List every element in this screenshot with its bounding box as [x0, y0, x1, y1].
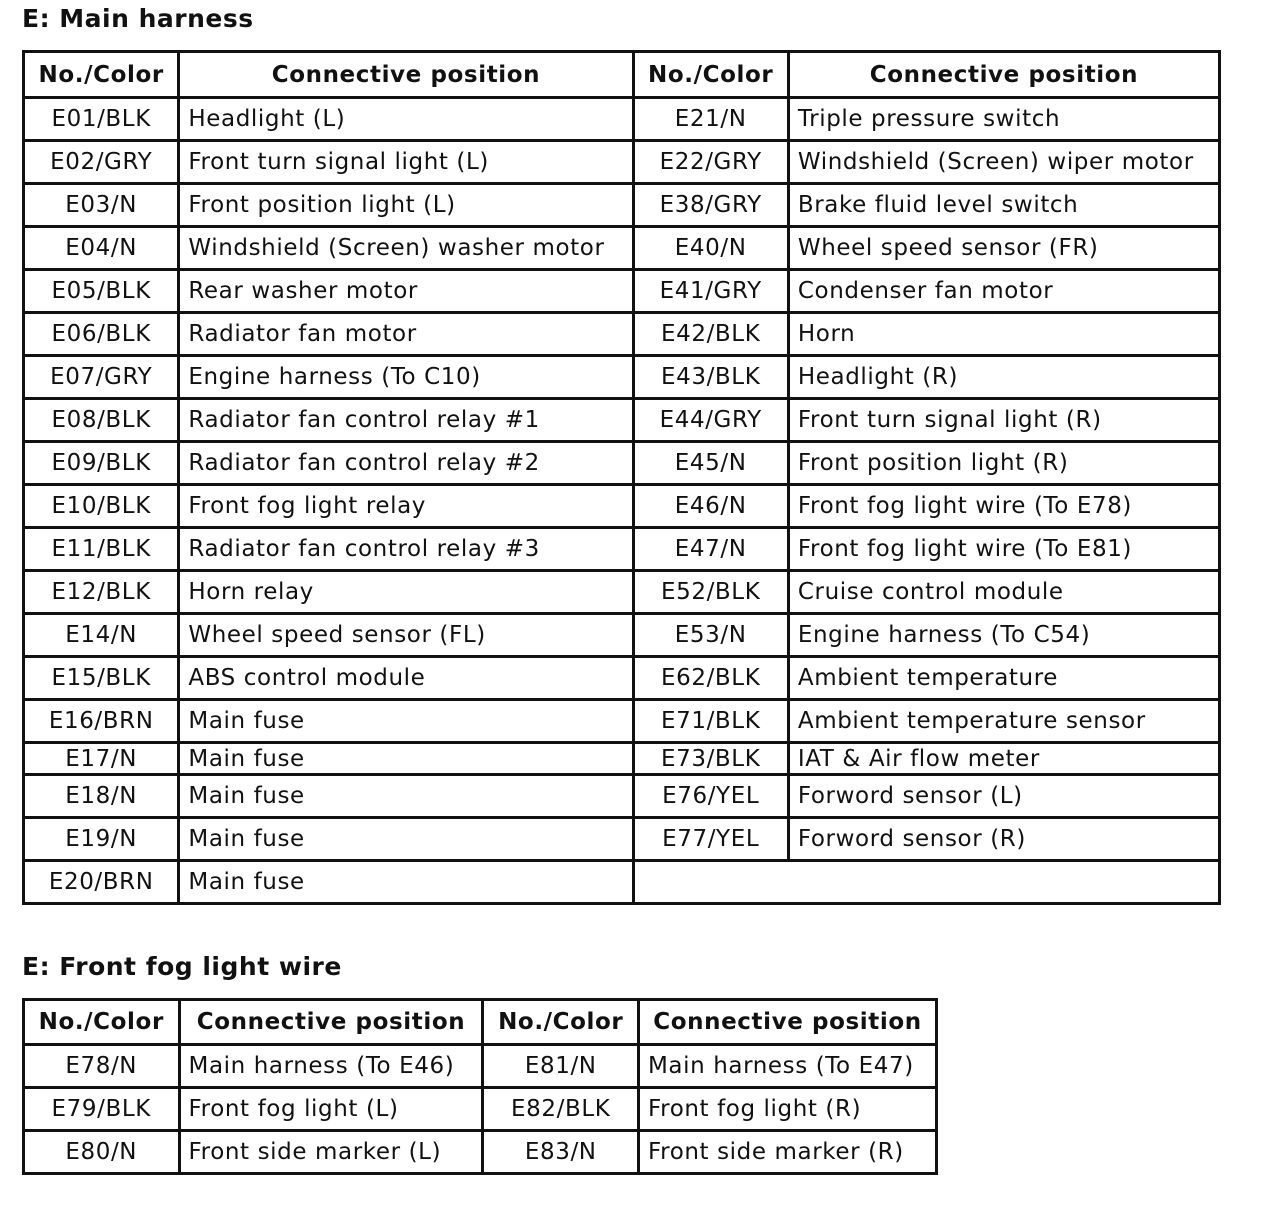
table-row	[24, 141, 1220, 184]
connector-number-color: E06/BLK	[24, 313, 179, 356]
connective-position: Main harness (To E46)	[179, 1045, 483, 1088]
table-row	[24, 485, 1220, 528]
connector-number-color: E17/N	[24, 743, 179, 775]
connector-number-color: E11/BLK	[24, 528, 179, 571]
connector-number-color: E21/N	[633, 98, 788, 141]
connector-number-color: E14/N	[24, 614, 179, 657]
connective-position: Condenser fan motor	[788, 270, 1219, 313]
connector-number-color: E78/N	[24, 1045, 180, 1088]
connector-number-color: E77/YEL	[633, 818, 788, 861]
connective-position: Engine harness (To C54)	[788, 614, 1219, 657]
connective-position: Main fuse	[179, 818, 633, 861]
connector-number-color: E62/BLK	[633, 657, 788, 700]
connective-position: Headlight (L)	[179, 98, 633, 141]
connector-number-color: E52/BLK	[633, 571, 788, 614]
table-row	[24, 270, 1220, 313]
connector-number-color: E44/GRY	[633, 399, 788, 442]
table-row	[24, 614, 1220, 657]
connective-position: Front fog light relay	[179, 485, 633, 528]
connector-number-color: E45/N	[633, 442, 788, 485]
connective-position: Front turn signal light (R)	[788, 399, 1219, 442]
table-row	[24, 743, 1220, 775]
connective-position: Front turn signal light (L)	[179, 141, 633, 184]
table-row	[24, 442, 1220, 485]
connective-position: Main harness (To E47)	[638, 1045, 936, 1088]
connector-number-color: E22/GRY	[633, 141, 788, 184]
connector-number-color: E76/YEL	[633, 775, 788, 818]
column-header-number-color: No./Color	[633, 52, 788, 98]
connective-position: Triple pressure switch	[788, 98, 1219, 141]
connective-position: Cruise control module	[788, 571, 1219, 614]
column-header-number-color: No./Color	[483, 1000, 639, 1045]
connective-position: Brake fluid level switch	[788, 184, 1219, 227]
connector-number-color: E19/N	[24, 818, 179, 861]
connective-position: Main fuse	[179, 775, 633, 818]
connector-number-color: E41/GRY	[633, 270, 788, 313]
connector-number-color: E83/N	[483, 1131, 639, 1174]
connective-position: IAT & Air flow meter	[788, 743, 1219, 775]
table-row	[24, 1088, 937, 1131]
table-row	[24, 861, 1220, 904]
connector-number-color: E71/BLK	[633, 700, 788, 743]
connective-position: Front side marker (R)	[638, 1131, 936, 1174]
main-harness-table	[22, 50, 1221, 905]
connector-number-color: E53/N	[633, 614, 788, 657]
connective-position: Headlight (R)	[788, 356, 1219, 399]
connective-position: Forword sensor (R)	[788, 818, 1219, 861]
table-row	[24, 1131, 937, 1174]
connector-number-color: E12/BLK	[24, 571, 179, 614]
connector-number-color: E08/BLK	[24, 399, 179, 442]
main-harness-title: E: Main harness	[22, 4, 254, 33]
table-row	[24, 1045, 937, 1088]
table-row	[24, 399, 1220, 442]
connector-number-color: E42/BLK	[633, 313, 788, 356]
front-fog-light-wire-table	[22, 998, 938, 1175]
connector-number-color: E73/BLK	[633, 743, 788, 775]
table-row	[24, 657, 1220, 700]
connective-position: Forword sensor (L)	[788, 775, 1219, 818]
connective-position: Ambient temperature sensor	[788, 700, 1219, 743]
connective-position: Wheel speed sensor (FR)	[788, 227, 1219, 270]
connector-number-color: E38/GRY	[633, 184, 788, 227]
column-header-number-color: No./Color	[24, 1000, 180, 1045]
table-row	[24, 356, 1220, 399]
connector-number-color: E15/BLK	[24, 657, 179, 700]
connective-position: Front fog light (R)	[638, 1088, 936, 1131]
column-header-connective-position: Connective position	[638, 1000, 936, 1045]
connector-number-color: E02/GRY	[24, 141, 179, 184]
connective-position: Radiator fan control relay #1	[179, 399, 633, 442]
table-row	[24, 98, 1220, 141]
connector-number-color: E79/BLK	[24, 1088, 180, 1131]
table-row	[24, 818, 1220, 861]
empty-cell	[633, 861, 1220, 904]
connector-number-color: E20/BRN	[24, 861, 179, 904]
connector-number-color: E82/BLK	[483, 1088, 639, 1131]
connective-position: Windshield (Screen) washer motor	[179, 227, 633, 270]
connective-position: ABS control module	[179, 657, 633, 700]
connector-number-color: E01/BLK	[24, 98, 179, 141]
connective-position: Horn	[788, 313, 1219, 356]
connective-position: Engine harness (To C10)	[179, 356, 633, 399]
table-row	[24, 528, 1220, 571]
table-row	[24, 184, 1220, 227]
connector-number-color: E04/N	[24, 227, 179, 270]
connective-position: Main fuse	[179, 861, 633, 904]
connector-number-color: E03/N	[24, 184, 179, 227]
connector-number-color: E18/N	[24, 775, 179, 818]
connective-position: Wheel speed sensor (FL)	[179, 614, 633, 657]
table-row	[24, 227, 1220, 270]
connector-number-color: E40/N	[633, 227, 788, 270]
connector-number-color: E09/BLK	[24, 442, 179, 485]
connector-number-color: E05/BLK	[24, 270, 179, 313]
column-header-connective-position: Connective position	[179, 1000, 483, 1045]
connective-position: Horn relay	[179, 571, 633, 614]
connector-number-color: E10/BLK	[24, 485, 179, 528]
table-row	[24, 313, 1220, 356]
connective-position: Front side marker (L)	[179, 1131, 483, 1174]
connective-position: Front position light (L)	[179, 184, 633, 227]
connective-position: Ambient temperature	[788, 657, 1219, 700]
connector-number-color: E81/N	[483, 1045, 639, 1088]
connective-position: Radiator fan motor	[179, 313, 633, 356]
connective-position: Front fog light wire (To E78)	[788, 485, 1219, 528]
column-header-number-color: No./Color	[24, 52, 179, 98]
connective-position: Main fuse	[179, 700, 633, 743]
connective-position: Front fog light wire (To E81)	[788, 528, 1219, 571]
connective-position: Front fog light (L)	[179, 1088, 483, 1131]
connector-number-color: E46/N	[633, 485, 788, 528]
connective-position: Radiator fan control relay #3	[179, 528, 633, 571]
connective-position: Rear washer motor	[179, 270, 633, 313]
connector-number-color: E47/N	[633, 528, 788, 571]
column-header-connective-position: Connective position	[179, 52, 633, 98]
table-row	[24, 571, 1220, 614]
connector-number-color: E07/GRY	[24, 356, 179, 399]
table-row	[24, 700, 1220, 743]
table-header-row	[24, 1000, 937, 1045]
connective-position: Front position light (R)	[788, 442, 1219, 485]
table-row	[24, 775, 1220, 818]
front-fog-light-wire-title: E: Front fog light wire	[22, 952, 342, 981]
connective-position: Radiator fan control relay #2	[179, 442, 633, 485]
connector-number-color: E16/BRN	[24, 700, 179, 743]
column-header-connective-position: Connective position	[788, 52, 1219, 98]
connector-number-color: E80/N	[24, 1131, 180, 1174]
table-header-row	[24, 52, 1220, 98]
connective-position: Main fuse	[179, 743, 633, 775]
connective-position: Windshield (Screen) wiper motor	[788, 141, 1219, 184]
connector-number-color: E43/BLK	[633, 356, 788, 399]
